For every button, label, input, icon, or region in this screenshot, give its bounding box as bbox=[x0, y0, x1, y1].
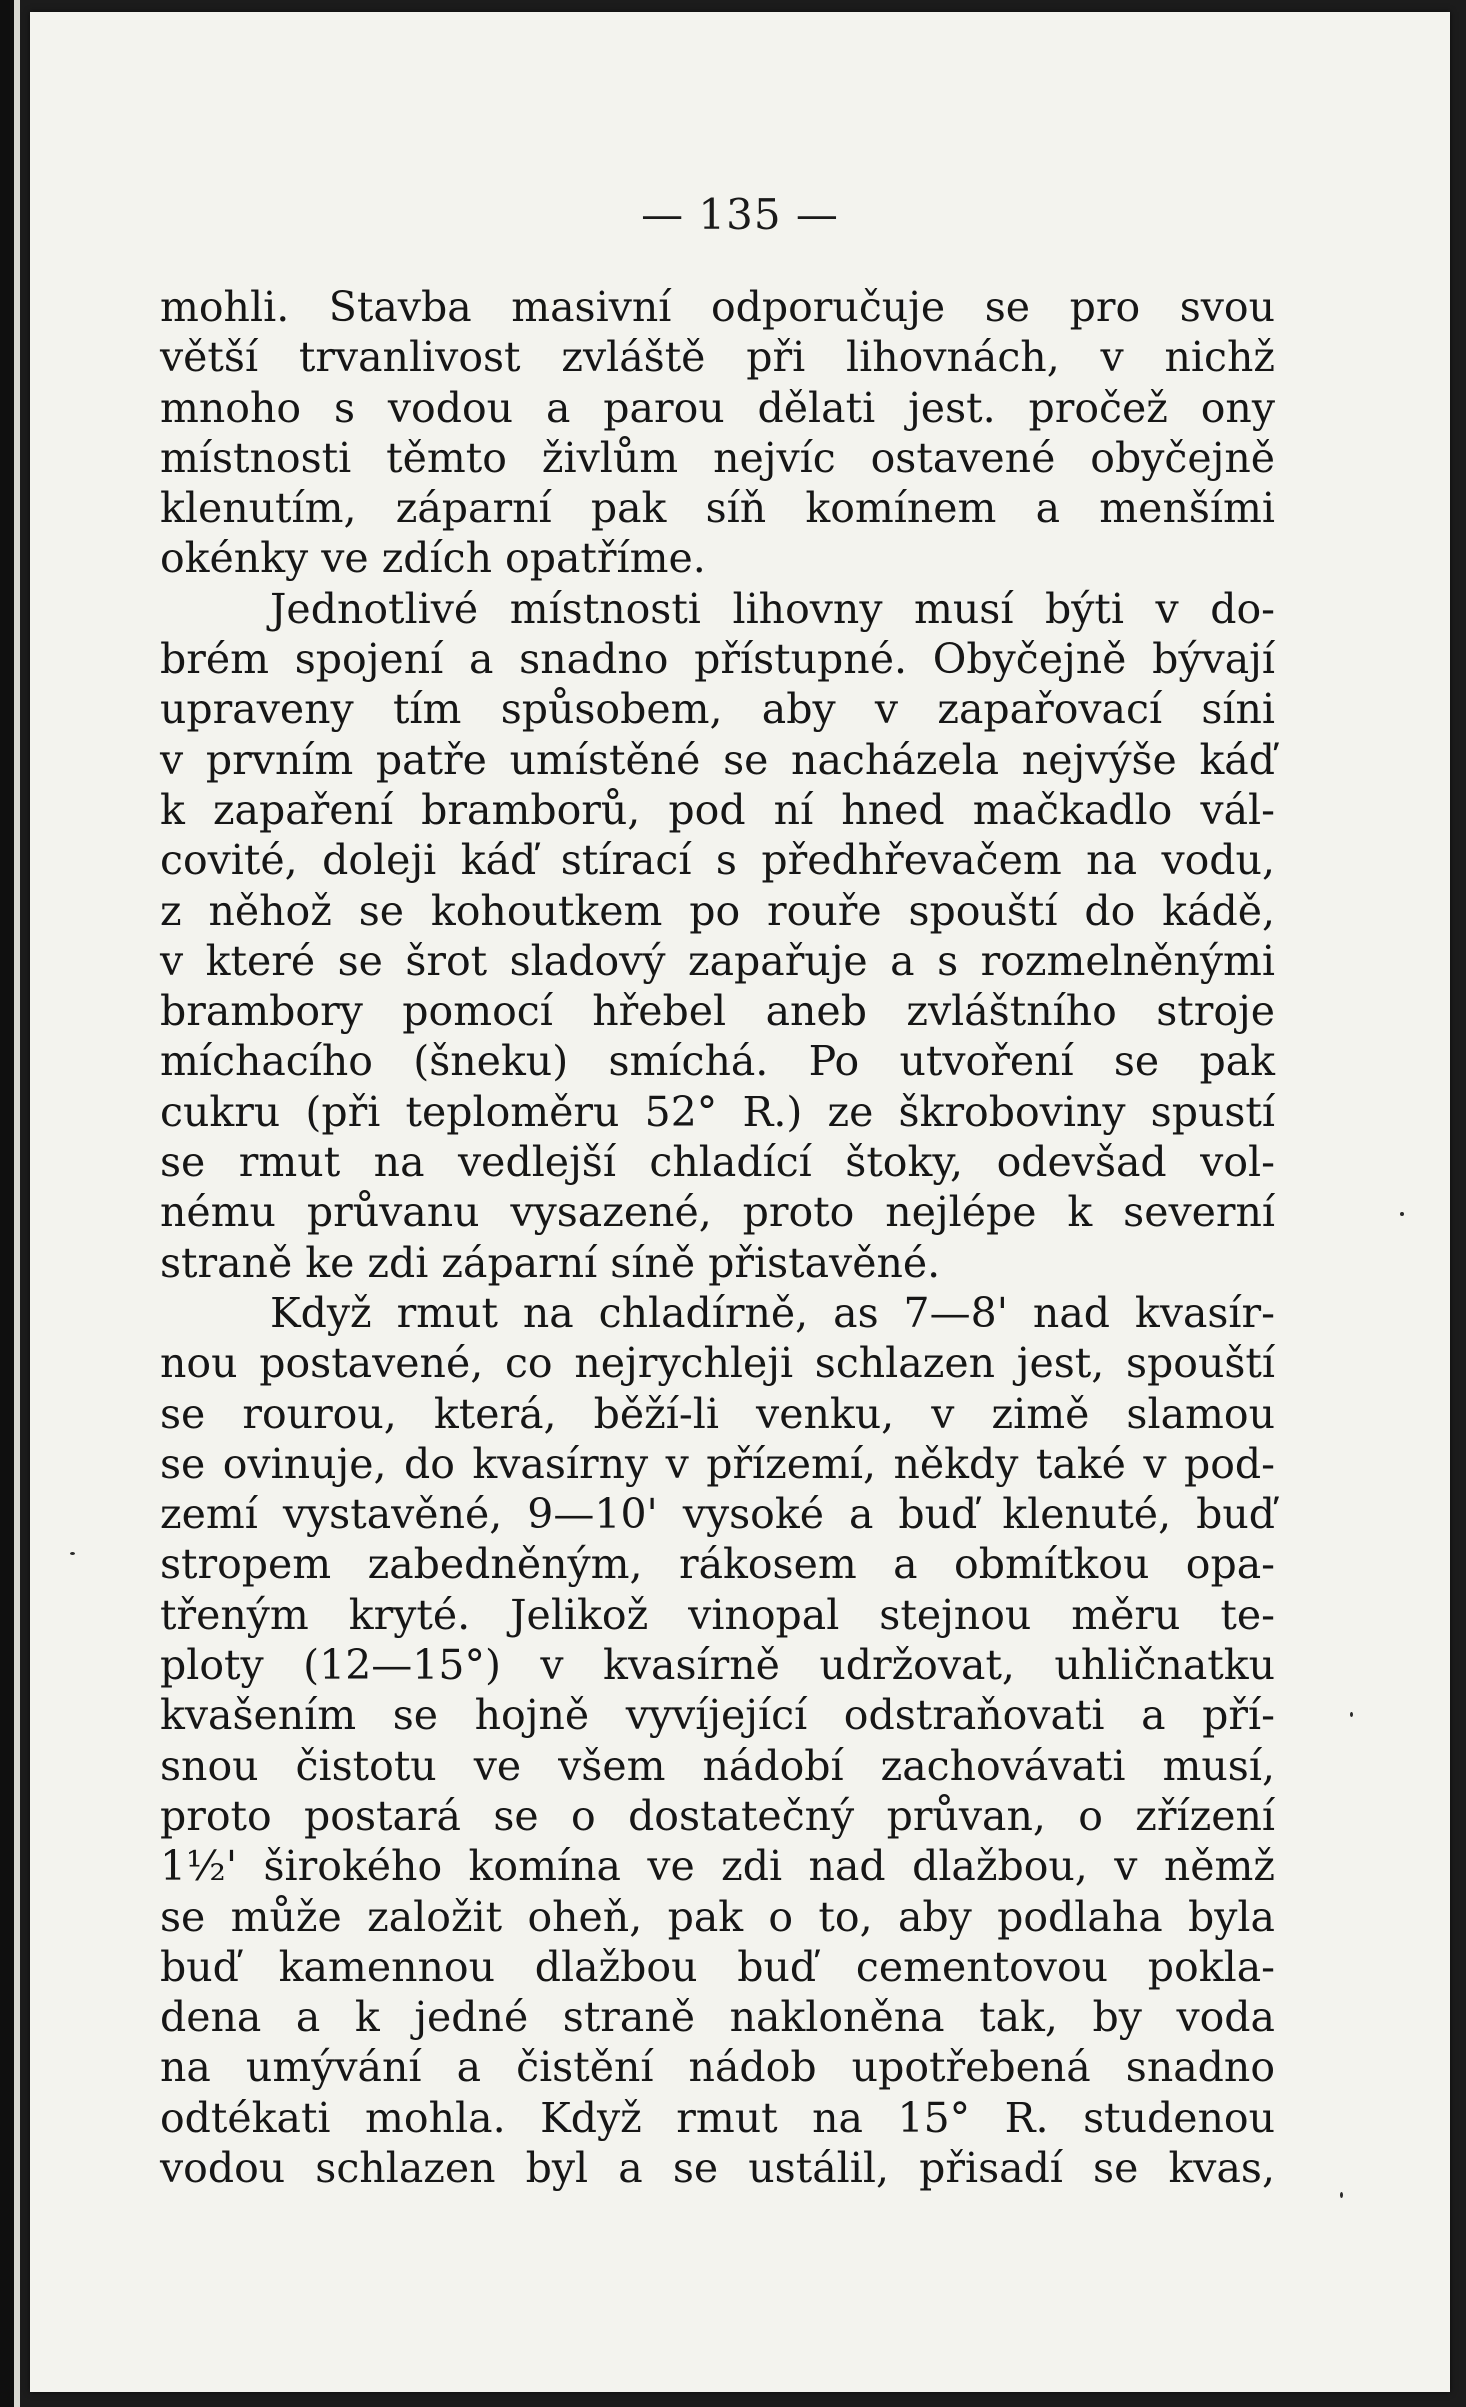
text-line: 1½' širokého komína ve zdi nad dlažbou, v němž bbox=[160, 1842, 1275, 1891]
text-line: okénky ve zdích opatříme. bbox=[160, 534, 706, 583]
text-line: dena a k jedné straně nakloněna tak, by voda bbox=[160, 1993, 1275, 2042]
text-line: nému průvanu vysazené, proto nejlépe k severní bbox=[160, 1188, 1275, 1237]
margin-speck bbox=[1340, 2192, 1343, 2198]
text-line: Jednotlivé místnosti lihovny musí býti v do- bbox=[270, 584, 1275, 633]
page-number: — 135 — bbox=[641, 190, 839, 239]
text-line: v které se šrot sladový zapařuje a s rozmelněnými bbox=[160, 936, 1275, 985]
margin-speck bbox=[1400, 1212, 1404, 1216]
body-text bbox=[160, 282, 1275, 2193]
text-line: snou čistotu ve všem nádobí zachovávati musí, bbox=[160, 1741, 1275, 1790]
text-line: k zapaření bramborů, pod ní hned mačkadlo vál- bbox=[160, 785, 1275, 834]
left-page-edge bbox=[0, 0, 14, 2407]
text-line: zemí vystavěné, 9—10' vysoké a buď klenuté, buď bbox=[160, 1490, 1275, 1539]
text-line: ploty (12—15°) v kvasírně udržovat, uhličnatku bbox=[160, 1641, 1275, 1690]
text-line: mnoho s vodou a parou dělati jest. pročež ony bbox=[160, 383, 1275, 432]
text-line: na umývání a čistění nádob upotřebená snadno bbox=[160, 2043, 1275, 2092]
text-line: cukru (při teploměru 52° R.) ze škroboviny spustí bbox=[160, 1087, 1275, 1136]
text-line: Když rmut na chladírně, as 7—8' nad kvasír- bbox=[270, 1288, 1275, 1337]
text-line: míchacího (šneku) smíchá. Po utvoření se pak bbox=[160, 1037, 1275, 1086]
text-line: se může založit oheň, pak o to, aby podlaha byla bbox=[160, 1892, 1275, 1941]
text-line: klenutím, záparní pak síň komínem a menšími bbox=[160, 484, 1275, 533]
text-line: se rourou, která, běží-li venku, v zimě slamou bbox=[160, 1389, 1275, 1438]
book-page bbox=[30, 12, 1450, 2392]
text-line: proto postará se o dostatečný průvan, o zřízení bbox=[160, 1791, 1275, 1840]
text-line: brambory pomocí hřebel aneb zvláštního stroje bbox=[160, 987, 1275, 1036]
text-line: stropem zabedněným, rákosem a obmítkou opa- bbox=[160, 1540, 1275, 1589]
margin-speck bbox=[70, 1552, 75, 1555]
text-line: se rmut na vedlejší chladící štoky, odevšad vol- bbox=[160, 1138, 1275, 1187]
text-line: vodou schlazen byl a se ustálil, přisadí se kvas, bbox=[160, 2143, 1275, 2192]
text-line: nou postavené, co nejrychleji schlazen jest, spouští bbox=[160, 1339, 1275, 1388]
text-line: v prvním patře umístěné se nacházela nejvýše káď bbox=[160, 735, 1275, 784]
text-line: covité, doleji káď stírací s předhřevačem na vodu, bbox=[160, 836, 1275, 885]
text-line: upraveny tím spůsobem, aby v zapařovací síni bbox=[160, 685, 1275, 734]
text-line: třeným kryté. Jelikož vinopal stejnou měru te- bbox=[160, 1590, 1275, 1639]
text-line: místnosti těmto živlům nejvíc ostavené obyčejně bbox=[160, 433, 1275, 482]
text-line: kvašením se hojně vyvíjející odstraňovati a pří- bbox=[160, 1691, 1275, 1740]
adjacent-page-strip bbox=[14, 0, 20, 2407]
text-line: větší trvanlivost zvláště při lihovnách, v nichž bbox=[160, 333, 1275, 382]
text-line: se ovinuje, do kvasírny v přízemí, někdy také v pod- bbox=[160, 1439, 1275, 1488]
text-line: straně ke zdi záparní síně přistavěné. bbox=[160, 1238, 941, 1287]
text-line: brém spojení a snadno přístupné. Obyčejně bývají bbox=[160, 635, 1275, 684]
text-line: mohli. Stavba masivní odporučuje se pro svou bbox=[160, 283, 1275, 331]
text-line: z něhož se kohoutkem po rouře spouští do kádě, bbox=[160, 886, 1275, 935]
margin-speck bbox=[1350, 1712, 1353, 1717]
text-line: odtékati mohla. Když rmut na 15° R. studenou bbox=[160, 2093, 1275, 2142]
text-line: buď kamennou dlažbou buď cementovou pokla- bbox=[160, 1942, 1275, 1991]
